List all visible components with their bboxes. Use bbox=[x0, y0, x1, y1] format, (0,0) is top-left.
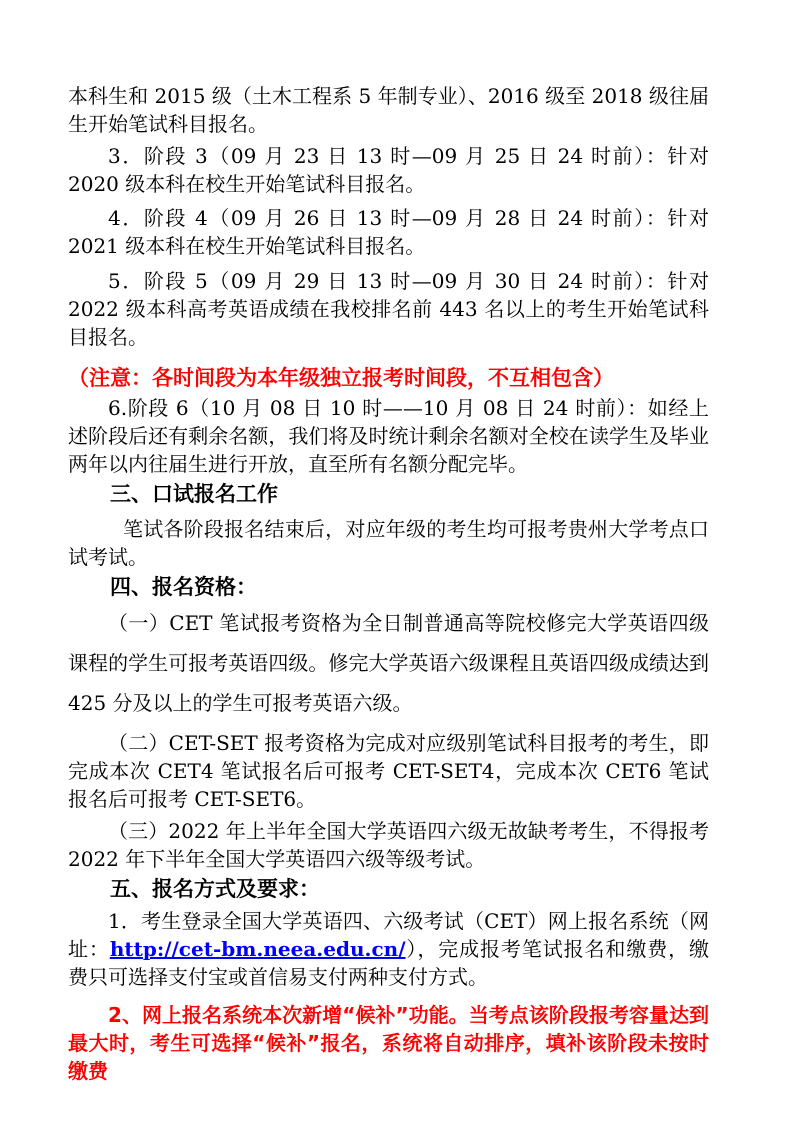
paragraph-stage-4: 4．阶段 4（09 月 26 日 13 时—09 月 28 日 24 时前）：针对 2021 级本科在校生开始笔试科目报名。 bbox=[68, 206, 709, 258]
section-heading-qualification: 四、报名资格： bbox=[110, 575, 257, 599]
paragraph-qualification-2: （二）CET-SET 报考资格为完成对应级别笔试科目报考的考生，即完成本次 CET4 笔试报名后可报考 CET-SET4，完成本次 CET6 笔试报名后可报考 CET-SET6。 bbox=[68, 731, 709, 811]
paragraph-method-1 bbox=[68, 907, 709, 991]
paragraph-oral-test: 笔试各阶段报名结束后，对应年级的考生均可报考贵州大学考点口试考试。 bbox=[68, 517, 709, 569]
paragraph-intro-continued: 本科生和 2015 级（土木工程系 5 年制专业）、2016 级至 2018 级往届生开始笔试科目报名。 bbox=[68, 84, 709, 136]
method1-text-after-link: ），完成报考笔试报名和缴费，缴费只可选择支付宝或首信易支付两种支付方式。 bbox=[68, 937, 710, 989]
independent-timeslot-warning: （注意：各时间段为本年级独立报考时间段，不互相包含） bbox=[68, 366, 614, 390]
cet-registration-system-link[interactable]: http://cet-bm.neea.edu.cn/ bbox=[109, 937, 406, 961]
paragraph-qualification-1: （一）CET 笔试报考资格为全日制普通高等院校修完大学英语四级课程的学生可报考英语四级。修完大学英语六级课程且英语四级成绩达到 425 分及以上的学生可报考英语六级。 bbox=[68, 611, 709, 715]
paragraph-qualification-3: （三）2022 年上半年全国大学英语四六级无故缺考考生，不得报考 2022 年下半年全国大学英语四六级等级考试。 bbox=[68, 819, 709, 871]
section-heading-registration-method: 五、报名方式及要求： bbox=[110, 877, 320, 901]
method1-text-before-link: 1．考生登录全国大学英语四、六级考试（CET）网上报名系统（网址： bbox=[68, 909, 709, 961]
paragraph-stage-3: 3．阶段 3（09 月 23 日 13 时—09 月 25 日 24 时前）：针对 2020 级本科在校生开始笔试科目报名。 bbox=[68, 144, 709, 196]
paragraph-stage-6: 6.阶段 6（10 月 08 日 10 时——10 月 08 日 24 时前）：如经上述阶段后还有剩余名额，我们将及时统计剩余名额对全校在读学生及毕业两年以内往届生进行开放，直至所有名额分配完毕。 bbox=[68, 396, 709, 476]
section-heading-oral-registration: 三、口试报名工作 bbox=[110, 482, 278, 506]
paragraph-method-2-waitlist: 2、网上报名系统本次新增“候补”功能。当考点该阶段报考容量达到最大时，考生可选择“候补”报名，系统将自动排序，填补该阶段未按时缴费 bbox=[68, 1003, 709, 1083]
paragraph-stage-5: 5．阶段 5（09 月 29 日 13 时—09 月 30 日 24 时前）：针对 2022 级本科高考英语成绩在我校排名前 443 名以上的考生开始笔试科目报名。 bbox=[68, 269, 709, 349]
